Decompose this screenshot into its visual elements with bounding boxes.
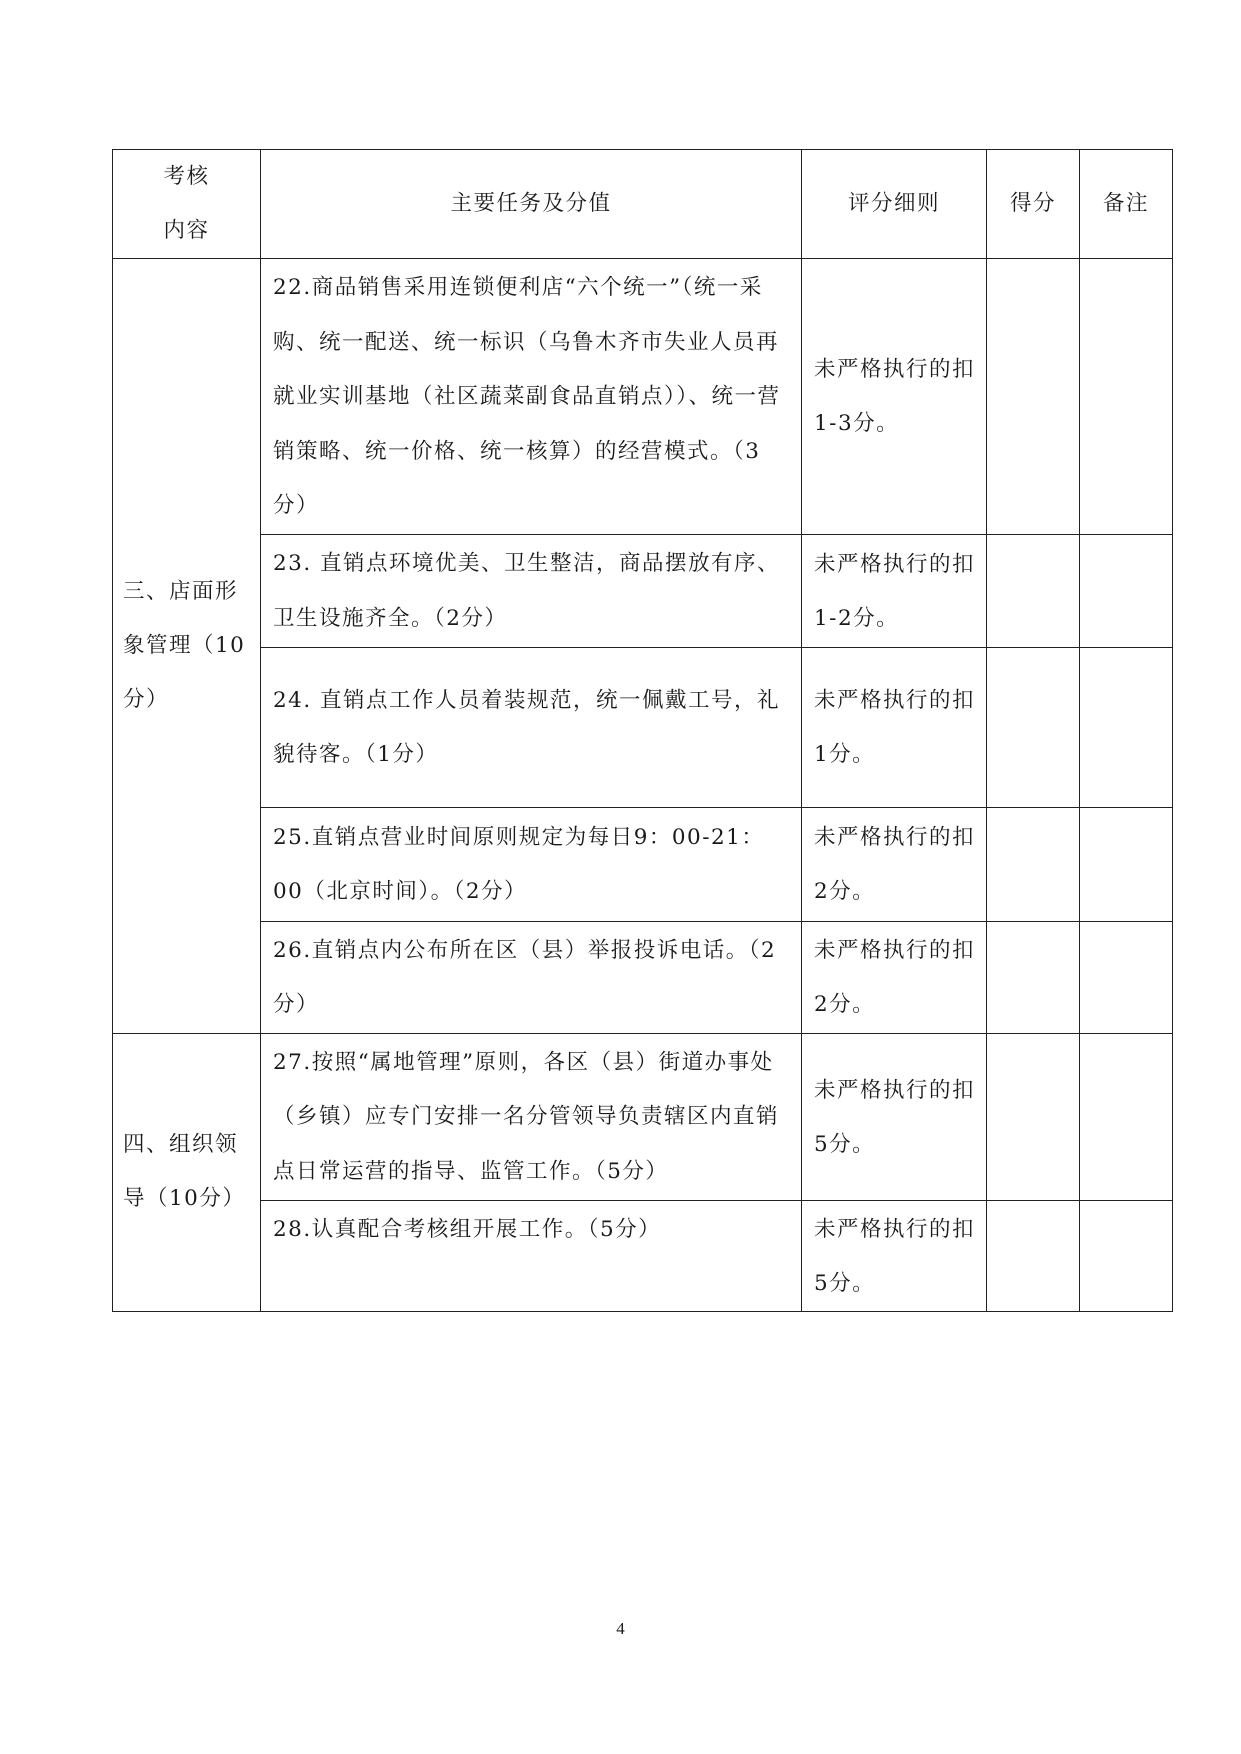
task-cell: 23. 直销点环境优美、卫生整洁，商品摆放有序、卫生设施齐全。（2分） (261, 534, 802, 647)
remarks-cell[interactable] (1080, 1033, 1173, 1200)
page-number: 4 (616, 1619, 625, 1638)
table-row (113, 1200, 1173, 1311)
score-cell[interactable] (987, 647, 1080, 807)
score-cell[interactable] (987, 807, 1080, 921)
remarks-cell[interactable] (1080, 259, 1173, 535)
header-rules: 评分细则 (802, 150, 987, 259)
remarks-cell[interactable] (1080, 647, 1173, 807)
table-row (113, 807, 1173, 921)
table-row (113, 921, 1173, 1033)
rule-cell: 未严格执行的扣2分。 (802, 807, 987, 921)
rule-cell: 未严格执行的扣1-2分。 (802, 534, 987, 647)
score-cell[interactable] (987, 534, 1080, 647)
header-category (113, 150, 261, 259)
task-cell: 24. 直销点工作人员着装规范，统一佩戴工号，礼貌待客。（1分） (261, 647, 802, 807)
task-cell: 26.直销点内公布所在区（县）举报投诉电话。（2分） (261, 921, 802, 1033)
table-row (113, 534, 1173, 647)
assessment-table (112, 149, 1173, 1312)
section-category: 三、店面形象管理（10分） (113, 259, 261, 1034)
remarks-cell[interactable] (1080, 921, 1173, 1033)
rule-cell: 未严格执行的扣1-3分。 (802, 259, 987, 535)
rule-cell: 未严格执行的扣5分。 (802, 1033, 987, 1200)
header-row (113, 150, 1173, 259)
header-score: 得分 (987, 150, 1080, 259)
table-row (113, 647, 1173, 807)
header-category-line2: 内容 (163, 218, 210, 243)
header-category-line1: 考核 (163, 164, 210, 189)
score-cell[interactable] (987, 1200, 1080, 1311)
score-cell[interactable] (987, 1033, 1080, 1200)
remarks-cell[interactable] (1080, 1200, 1173, 1311)
section-category: 四、组织领导（10分） (113, 1033, 261, 1311)
table-row (113, 1033, 1173, 1200)
task-cell: 22.商品销售采用连锁便利店“六个统一”（统一采购、统一配送、统一标识（乌鲁木齐市失业人员再就业实训基地（社区蔬菜副食品直销点））、统一营销策略、统一价格、统一核算）的经营模式。（3分） (261, 259, 802, 535)
header-tasks: 主要任务及分值 (261, 150, 802, 259)
score-cell[interactable] (987, 921, 1080, 1033)
rule-cell: 未严格执行的扣1分。 (802, 647, 987, 807)
remarks-cell[interactable] (1080, 807, 1173, 921)
score-cell[interactable] (987, 259, 1080, 535)
header-remarks: 备注 (1080, 150, 1173, 259)
rule-cell: 未严格执行的扣2分。 (802, 921, 987, 1033)
task-cell: 25.直销点营业时间原则规定为每日9：00-21：00（北京时间）。（2分） (261, 807, 802, 921)
table-row (113, 259, 1173, 535)
task-cell: 27.按照“属地管理”原则，各区（县）街道办事处（乡镇）应专门安排一名分管领导负责辖区内直销点日常运营的指导、监管工作。（5分） (261, 1033, 802, 1200)
task-cell: 28.认真配合考核组开展工作。（5分） (261, 1200, 802, 1311)
remarks-cell[interactable] (1080, 534, 1173, 647)
rule-cell: 未严格执行的扣5分。 (802, 1200, 987, 1311)
